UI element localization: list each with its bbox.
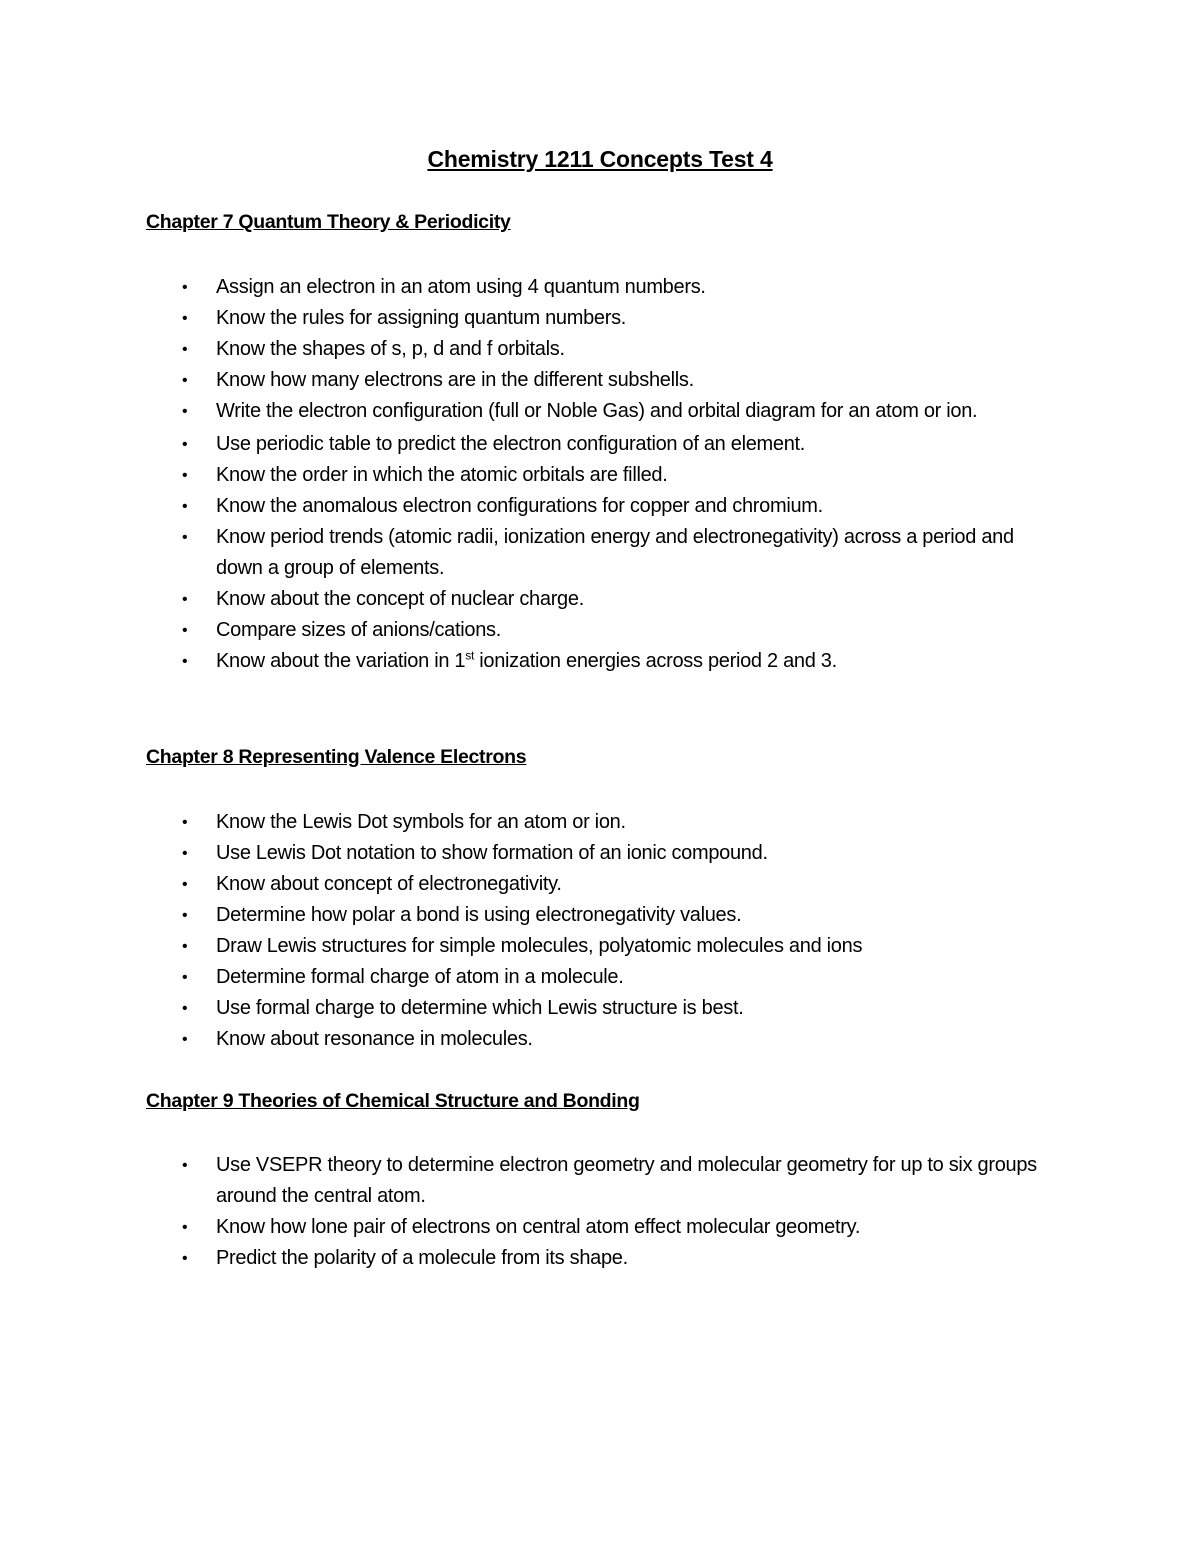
list-item: • Determine how polar a bond is using electronegativity values. — [146, 900, 1046, 931]
list-item: • Know the Lewis Dot symbols for an atom or ion. — [146, 807, 1046, 838]
bullet-icon: • — [182, 969, 188, 986]
list-item: • Know about the concept of nuclear charge. — [146, 584, 1046, 615]
bullet-icon: • — [182, 310, 188, 327]
chapter-7-list — [146, 272, 1046, 677]
chapter-8-list — [146, 807, 1046, 1055]
list-item: • Know the order in which the atomic orbitals are filled. — [146, 460, 1046, 491]
bullet-icon: • — [182, 814, 188, 831]
bullet-icon: • — [182, 591, 188, 608]
bullet-icon: • — [182, 529, 188, 546]
list-item: • Use formal charge to determine which Lewis structure is best. — [146, 993, 1046, 1024]
list-item: • Determine formal charge of atom in a molecule. — [146, 962, 1046, 993]
list-item: • Draw Lewis structures for simple molecules, polyatomic molecules and ions — [146, 931, 1046, 962]
bullet-icon: • — [182, 622, 188, 639]
bullet-icon: • — [182, 467, 188, 484]
bullet-icon: • — [182, 653, 188, 670]
bullet-icon: • — [182, 1157, 188, 1174]
list-item: • Use VSEPR theory to determine electron geometry and molecular geometry for up to six groups around the central atom. — [146, 1150, 1046, 1212]
bullet-icon: • — [182, 907, 188, 924]
list-item: • Know about concept of electronegativity. — [146, 869, 1046, 900]
bullet-icon: • — [182, 498, 188, 515]
list-item: • Know period trends (atomic radii, ionization energy and electronegativity) across a period and down a group of elements. — [146, 522, 1046, 584]
bullet-icon: • — [182, 845, 188, 862]
chapter-8-heading: Chapter 8 Representing Valence Electrons — [146, 746, 527, 768]
list-item: • Predict the polarity of a molecule from its shape. — [146, 1243, 1046, 1274]
bullet-icon: • — [182, 436, 188, 453]
page-title: Chemistry 1211 Concepts Test 4 — [427, 146, 773, 172]
list-item: • Know the shapes of s, p, d and f orbitals. — [146, 334, 1046, 365]
list-item: • Know the anomalous electron configurations for copper and chromium. — [146, 491, 1046, 522]
list-item: • Know about the variation in 1st ionization energies across period 2 and 3. — [146, 646, 1046, 677]
bullet-icon: • — [182, 1000, 188, 1017]
bullet-icon: • — [182, 279, 188, 296]
chapter-9-heading: Chapter 9 Theories of Chemical Structure and Bonding — [146, 1090, 640, 1112]
bullet-icon: • — [182, 938, 188, 955]
list-item: • Know the rules for assigning quantum numbers. — [146, 303, 1046, 334]
bullet-icon: • — [182, 372, 188, 389]
list-item: • Use periodic table to predict the electron configuration of an element. — [146, 429, 1046, 460]
list-item: • Know about resonance in molecules. — [146, 1024, 1046, 1055]
bullet-icon: • — [182, 1250, 188, 1267]
list-item: • Write the electron configuration (full or Noble Gas) and orbital diagram for an atom or ion. — [146, 396, 1046, 427]
bullet-icon: • — [182, 876, 188, 893]
bullet-icon: • — [182, 403, 188, 420]
bullet-icon: • — [182, 341, 188, 358]
chapter-7-heading: Chapter 7 Quantum Theory & Periodicity — [146, 211, 511, 233]
list-item: • Use Lewis Dot notation to show formation of an ionic compound. — [146, 838, 1046, 869]
list-item: • Compare sizes of anions/cations. — [146, 615, 1046, 646]
list-item: • Know how many electrons are in the different subshells. — [146, 365, 1046, 396]
chapter-9-list — [146, 1150, 1046, 1274]
list-item: • Assign an electron in an atom using 4 quantum numbers. — [146, 272, 1046, 303]
bullet-icon: • — [182, 1031, 188, 1048]
bullet-icon: • — [182, 1219, 188, 1236]
list-item: • Know how lone pair of electrons on central atom effect molecular geometry. — [146, 1212, 1046, 1243]
